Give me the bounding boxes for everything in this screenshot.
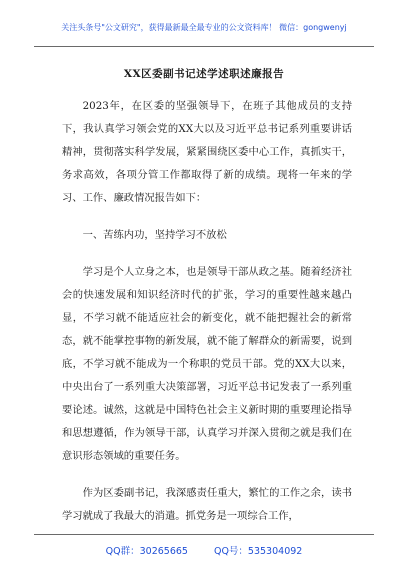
paragraph-deputy: 作为区委副书记，我深感责任重大，繁忙的工作之余，读书学习就成了我最大的消遣。抓党务是一项综合工作， (62, 487, 352, 522)
footer-qq-group: QQ群：30265665 (105, 546, 188, 557)
section-heading: 一、苦练内功，坚持学习不放松 (82, 229, 227, 241)
header-promo-note: 关注头条号"公文研究"，获得最新最全最专业的公文资料库！ 微信：gongwenyj (61, 23, 347, 32)
footer-divider (34, 534, 374, 535)
paragraph-learning: 学习是个人立身之本，也是领导干部从政之基。随着经济社会的快速发展和知识经济时代的扩张，学习的重要性越来越凸显，不学习就不能适应社会的新变化，就不能把握社会的新常态，就不能掌控事物的新发展，就不能了解群众的新需要，说到底，不学习就不能成为一个称职的党员干部。党的XX大以来，中央出台了一系列重大决策部署，习近平总书记发表了一系列重要论述。诚然，这就是中国特色社会主义新时期的重要理论指导和思想遵循，作为领导干部，认真学习并深入贯彻之就是我们在意识形态领域的重要任务。 (62, 266, 352, 462)
footer-contact (0, 543, 408, 557)
paragraph-intro: 2023年，在区委的坚强领导下，在班子其他成员的支持下，我认真学习领会党的XX大以及习近平总书记系列重要讲话精神，贯彻落实科学发展，紧紧围绕区委中心工作，真抓实干，务求高效，各项分管工作都取得了新的成绩。现将一年来的学习、工作、廉政情况报告如下： (62, 100, 352, 204)
footer-qq-number: QQ号：535304092 (213, 546, 303, 557)
document-title: XX区委副书记述学述职述廉报告 (123, 68, 285, 80)
header-divider (34, 46, 374, 47)
document-body (62, 95, 352, 528)
